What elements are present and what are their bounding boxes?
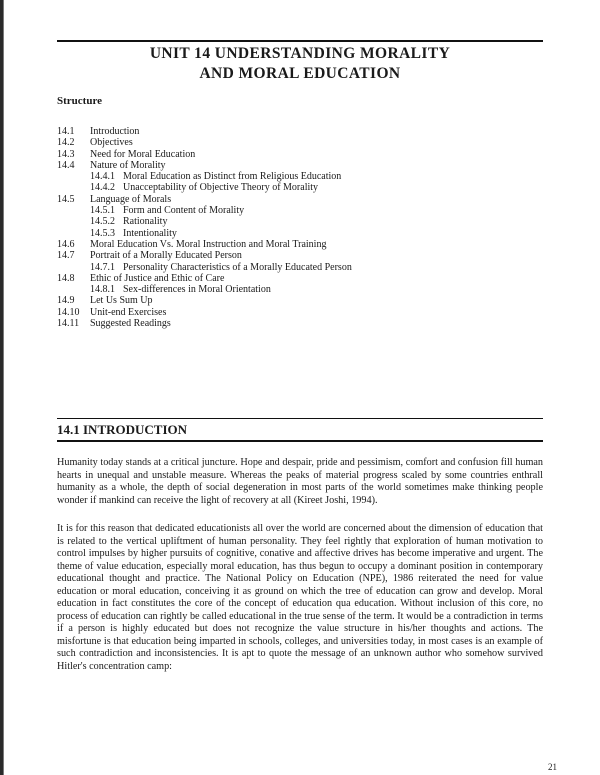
toc-item-number: 14.8.1 — [90, 284, 115, 296]
page-number: 21 — [548, 762, 557, 772]
toc-item-number: 14.9 — [57, 295, 75, 307]
toc-item-title: Ethic of Justice and Ethic of Care — [90, 272, 225, 284]
table-of-contents — [57, 126, 517, 329]
unit-title-line-2: AND MORAL EDUCATION — [199, 65, 401, 82]
toc-item-title: Intentionality — [123, 227, 177, 239]
toc-item — [57, 228, 517, 239]
toc-item-title: Personality Characteristics of a Morally Educated Person — [123, 261, 352, 273]
toc-item — [57, 126, 517, 137]
toc-item-number: 14.3 — [57, 148, 75, 160]
toc-item — [57, 262, 517, 273]
section-top-rule — [57, 418, 543, 419]
toc-item — [57, 160, 517, 171]
toc-item — [57, 137, 517, 148]
toc-item — [57, 239, 517, 250]
toc-item-number: 14.5.1 — [90, 205, 115, 217]
toc-item-title: Unacceptability of Objective Theory of Morality — [123, 182, 319, 194]
structure-label: Structure — [57, 95, 103, 107]
toc-item — [57, 273, 517, 284]
page-binding-edge — [0, 0, 6, 775]
toc-item-title: Objectives — [90, 137, 133, 149]
toc-item — [57, 250, 517, 261]
toc-item-title: Nature of Morality — [90, 159, 166, 171]
toc-item-title: Need for Moral Education — [90, 148, 196, 160]
toc-item — [57, 307, 517, 318]
toc-item — [57, 295, 517, 306]
toc-item-title: Form and Content of Morality — [123, 205, 245, 217]
toc-item-number: 14.6 — [57, 238, 75, 250]
toc-item-title: Moral Education Vs. Moral Instruction and Moral Training — [90, 238, 327, 250]
toc-item — [57, 284, 517, 295]
toc-item-title: Language of Morals — [90, 193, 172, 205]
toc-item-number: 14.4 — [57, 159, 75, 171]
toc-item — [57, 318, 517, 329]
toc-item — [57, 216, 517, 227]
toc-item-number: 14.7.1 — [90, 261, 115, 273]
unit-title-line-1: UNIT 14 UNDERSTANDING MORALITY — [149, 45, 451, 62]
toc-item-number: 14.7 — [57, 250, 75, 262]
toc-item-title: Rationality — [123, 216, 168, 228]
toc-item — [57, 171, 517, 182]
toc-item-number: 14.8 — [57, 272, 75, 284]
toc-item-number: 14.2 — [57, 137, 75, 149]
toc-item-title: Sex-differences in Moral Orientation — [123, 284, 271, 296]
toc-item-number: 14.5.2 — [90, 216, 115, 228]
toc-item-number: 14.5.3 — [90, 227, 115, 239]
toc-item-number: 14.4.2 — [90, 182, 115, 194]
toc-item — [57, 182, 517, 193]
toc-item-number: 14.5 — [57, 193, 75, 205]
toc-item-number: 14.1 — [57, 126, 75, 137]
toc-item-title: Let Us Sum Up — [90, 295, 153, 307]
toc-item-number: 14.4.1 — [90, 171, 115, 183]
toc-item — [57, 149, 517, 160]
section-underline — [57, 440, 543, 442]
toc-item-number: 14.11 — [57, 318, 80, 330]
intro-paragraph-1: Humanity today stands at a critical juncture. Hope and despair, pride and pessimism, comfort and confusion fill human hearts in unequal and unstable measure. Whereas the peaks of material progress scaled by some countries enthrall humanity as a whole, the depth of social degeneration in most parts of the world sometimes make thinking people wonder if mankind can receive the light of recovery at all (Kireet Joshi, 1994). — [57, 457, 543, 506]
toc-item-title: Introduction — [90, 126, 140, 137]
toc-item-number: 14.10 — [57, 306, 80, 318]
intro-paragraph-2: It is for this reason that dedicated educationists all over the world are concerned about the dimension of education that is related to the vertical upliftment of human personality. They feel rightly that exploration of human motivation to control impulses by higher pursuits of cognitive, conative and affective drives has become imperative and urgent. The theme of value education, especially moral education, has thus begun to occupy a dominant position in contemporary educational thought and practice. The National Policy on Education (NPE), 1986 reiterated the need for value education or moral education, conceiving it as ground on which the tree of education can grow and develop. Moral education in fact constitutes the core of the concept of education qua education. Without inclusion of this core, no process of education can rightly be called educational in the true sense of the term. It would be a contradiction in terms if a person is highly educated but does not recognize the value structure in his/her thoughts and actions. The misfortune is that education being imparted in schools, colleges, and universities today, in most cases is an example of such contradiction and inconsistencies. It is apt to quote the message of an unknown author who somehow survived Hitler's concentration camp: — [57, 523, 543, 672]
toc-item — [57, 194, 517, 205]
section-heading: 14.1 INTRODUCTION — [57, 422, 188, 437]
toc-item-title: Moral Education as Distinct from Religious Education — [123, 171, 342, 183]
toc-item-title: Suggested Readings — [90, 318, 171, 330]
toc-item — [57, 205, 517, 216]
toc-item-title: Portrait of a Morally Educated Person — [90, 250, 242, 262]
title-top-rule — [57, 40, 543, 42]
toc-item-title: Unit-end Exercises — [90, 306, 167, 318]
